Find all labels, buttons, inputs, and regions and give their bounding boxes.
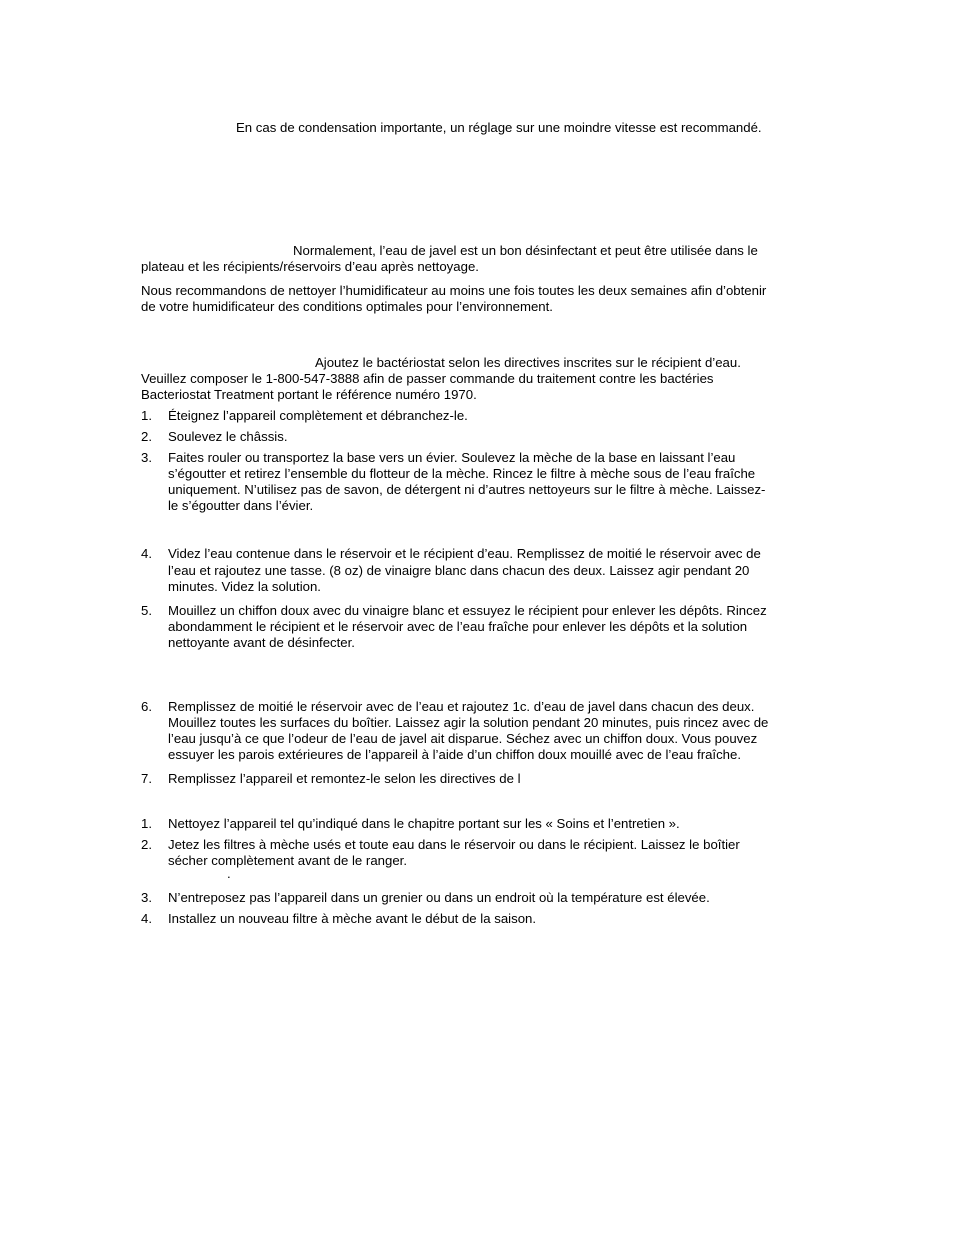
list-item-line: Remplissez de moitié le réservoir avec de l’eau et rajoutez 1c. d’eau de javel dans chacun des deux. — [168, 699, 755, 714]
paragraph-line: Normalement, l’eau de javel est un bon désinfectant et peut être utilisée dans le — [293, 243, 758, 258]
list-item-number: 1. — [141, 816, 152, 831]
list-item-line: le s’égoutter dans l’évier. — [168, 498, 314, 513]
list-item-line: Videz l’eau contenue dans le réservoir et le récipient d’eau. Remplissez de moitié le réservoir avec de — [168, 546, 761, 561]
list-item-line: s’égoutter et retirez l’ensemble du flotteur de la mèche. Rincez le filtre à mèche sous de l’eau fraîche — [168, 466, 756, 481]
list-item-line: sécher complètement avant de le ranger. — [168, 853, 407, 868]
list-item-line: Soulevez le châssis. — [168, 429, 288, 444]
paragraph-line: Nous recommandons de nettoyer l’humidificateur au moins une fois toutes les deux semaines afin d’obtenir — [141, 283, 767, 298]
stray-period: . — [227, 866, 231, 881]
condensation-note: En cas de condensation importante, un réglage sur une moindre vitesse est recommandé. — [236, 120, 762, 135]
list-item-line: Mouillez toutes les surfaces du boîtier. Laissez agir la solution pendant 20 minutes, puis rincez avec de — [168, 715, 769, 730]
list-item-line: Faites rouler ou transportez la base vers un évier. Soulevez la mèche de la base en laissant l’eau — [168, 450, 736, 465]
list-item-line: l’eau et rajoutez une tasse. (8 oz) de vinaigre blanc dans chacun des deux. Laissez agir pendant 20 — [168, 563, 750, 578]
paragraph-line: Veuillez composer le 1-800-547-3888 afin de passer commande du traitement contre les bactéries — [141, 371, 714, 386]
list-item-line: N’entreposez pas l’appareil dans un grenier ou dans un endroit où la température est élevée. — [168, 890, 710, 905]
list-item-number: 4. — [141, 911, 152, 926]
paragraph-line: de votre humidificateur des conditions optimales pour l’environnement. — [141, 299, 553, 314]
list-item-line: Remplissez l’appareil et remontez-le selon les directives de l — [168, 771, 521, 786]
list-item-number: 2. — [141, 429, 152, 444]
list-item-line: nettoyante avant de désinfecter. — [168, 635, 355, 650]
list-item-line: uniquement. N’utilisez pas de savon, de détergent ni d’autres nettoyeurs sur le filtre à mèche. Laissez- — [168, 482, 766, 497]
list-item-line: abondamment le récipient et le réservoir avec de l’eau fraîche pour enlever les dépôts et la solution — [168, 619, 748, 634]
list-item-number: 6. — [141, 699, 152, 714]
list-item-number: 2. — [141, 837, 152, 852]
paragraph-line: Bacteriostat Treatment portant le référence numéro 1970. — [141, 387, 477, 402]
list-item-line: Jetez les filtres à mèche usés et toute eau dans le réservoir ou dans le récipient. Laissez le boîtier — [168, 837, 740, 852]
list-item-line: Éteignez l’appareil complètement et débranchez-le. — [168, 408, 468, 423]
list-item-line: Mouillez un chiffon doux avec du vinaigre blanc et essuyez le récipient pour enlever les dépôts. Rincez — [168, 603, 767, 618]
list-item-line: Nettoyez l’appareil tel qu’indiqué dans le chapitre portant sur les « Soins et l’entretien ». — [168, 816, 680, 831]
list-item-number: 3. — [141, 450, 152, 465]
list-item-line: l’eau jusqu’à ce que l’odeur de l’eau de javel ait disparue. Séchez avec un chiffon doux. Vous pouvez — [168, 731, 758, 746]
list-item-number: 4. — [141, 546, 152, 561]
list-item-number: 3. — [141, 890, 152, 905]
list-item-line: Installez un nouveau filtre à mèche avant le début de la saison. — [168, 911, 537, 926]
list-item-number: 7. — [141, 771, 152, 786]
list-item-number: 5. — [141, 603, 152, 618]
paragraph-line: plateau et les récipients/réservoirs d’eau après nettoyage. — [141, 259, 479, 274]
list-item-line: essuyer les parois extérieures de l’appareil à l’aide d’un chiffon doux mouillé avec de l’eau fraîche. — [168, 747, 742, 762]
paragraph-line: Ajoutez le bactériostat selon les directives inscrites sur le récipient d’eau. — [315, 355, 741, 370]
list-item-line: minutes. Videz la solution. — [168, 579, 321, 594]
list-item-number: 1. — [141, 408, 152, 423]
